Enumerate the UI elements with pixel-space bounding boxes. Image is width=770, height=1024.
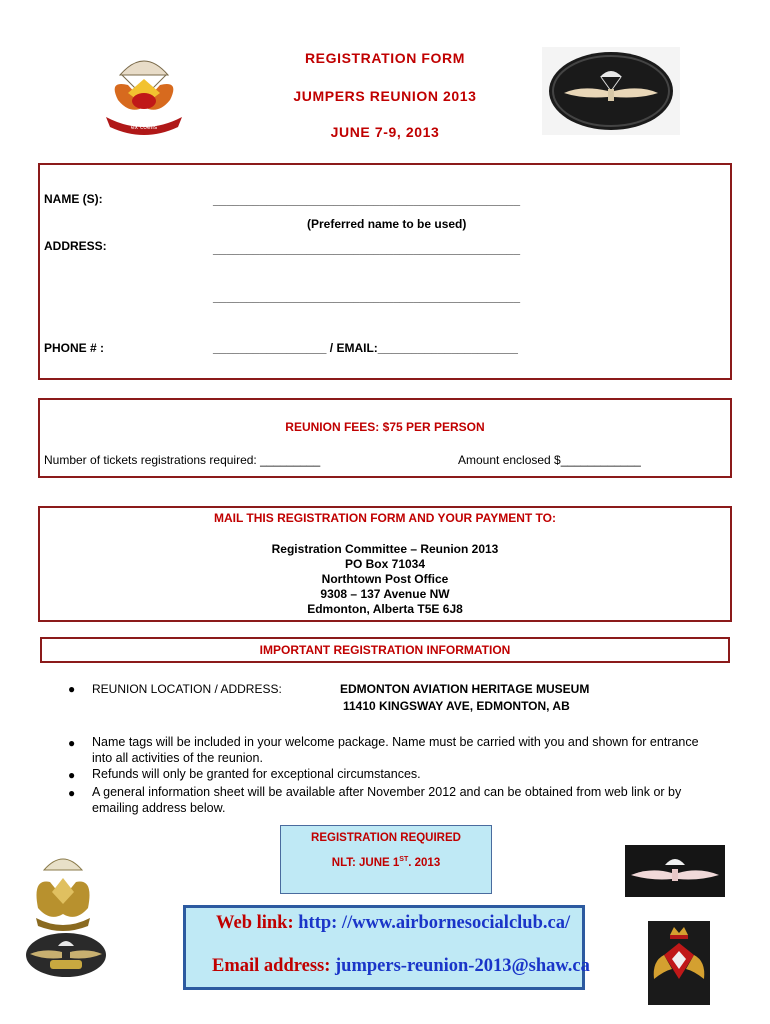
mail-line: Registration Committee – Reunion 2013 [271, 542, 499, 556]
jump-wings-pin-icon [24, 930, 108, 980]
email-label: Email address: [212, 956, 331, 976]
tickets-field[interactable]: Number of tickets registrations required: _________ [44, 453, 321, 467]
mail-line: 9308 – 137 Avenue NW [320, 587, 450, 601]
bullet-icon: ● [68, 786, 76, 800]
parachute-wings-patch-icon [542, 47, 680, 135]
event-dates: JUNE 7-9, 2013 [330, 124, 440, 140]
parachute-wings-patch-icon [625, 845, 725, 897]
airborne-crest-gold-icon [30, 848, 96, 932]
email-link [212, 956, 590, 977]
mail-line: Edmonton, Alberta T5E 6J8 [307, 602, 463, 616]
address-field-line-2[interactable]: ______________________________________________ [213, 290, 520, 304]
amount-field[interactable]: Amount enclosed $____________ [458, 453, 641, 467]
name-hint: (Preferred name to be used) [307, 217, 467, 231]
info-bullet: Name tags will be included in your welcome package. Name must be carried with you and shown for entrance into all activities of the reunion. [92, 735, 699, 765]
deadline-prefix: NLT: JUNE 1 [331, 856, 400, 869]
crowned-wings-badge-icon [648, 921, 710, 1005]
name-field[interactable]: ______________________________________________ [213, 193, 520, 207]
name-label: NAME (S): [44, 192, 103, 206]
mail-line: PO Box 71034 [344, 557, 426, 571]
phone-email-field[interactable]: _________________ / EMAIL:_____________________ [213, 341, 518, 355]
form-title: REGISTRATION FORM [304, 50, 466, 66]
info-bullet: A general information sheet will be available after November 2012 and can be obtained from web link or by emailing address below. [92, 785, 682, 815]
deadline-suffix: . 2013 [408, 856, 441, 869]
event-title: JUMPERS REUNION 2013 [293, 88, 477, 104]
web-link-url[interactable]: http: //www.airbornesocialclub.ca/ [298, 913, 571, 933]
registration-required: REGISTRATION REQUIRED [311, 832, 461, 844]
fees-heading: REUNION FEES: $75 PER PERSON [285, 420, 485, 434]
email-address[interactable]: jumpers-reunion-2013@shaw.ca [335, 956, 590, 976]
mail-heading: MAIL THIS REGISTRATION FORM AND YOUR PAYMENT TO: [213, 511, 556, 525]
mailing-address [38, 542, 732, 617]
deadline [280, 856, 492, 869]
phone-label: PHONE # : [44, 341, 105, 355]
address-label: ADDRESS: [44, 239, 107, 253]
info-heading: IMPORTANT REGISTRATION INFORMATION [259, 643, 511, 657]
location-address: 11410 KINGSWAY AVE, EDMONTON, AB [343, 699, 570, 713]
mail-line: Northtown Post Office [321, 572, 449, 586]
web-link-label: Web link: [216, 913, 294, 933]
airborne-crest-icon [98, 45, 190, 137]
svg-text:ex coelis: ex coelis [130, 124, 158, 131]
bullet-icon: ● [68, 736, 76, 750]
deadline-sup: ST [399, 856, 409, 863]
location-name: EDMONTON AVIATION HERITAGE MUSEUM [340, 682, 590, 696]
info-bullet: Refunds will only be granted for exceptional circumstances. [92, 767, 421, 781]
location-label: REUNION LOCATION / ADDRESS: [92, 682, 282, 696]
web-link [216, 913, 570, 934]
bullet-icon: ● [68, 768, 76, 782]
bullet-icon: ● [68, 682, 76, 696]
address-field-line-1[interactable]: ______________________________________________ [213, 242, 520, 256]
